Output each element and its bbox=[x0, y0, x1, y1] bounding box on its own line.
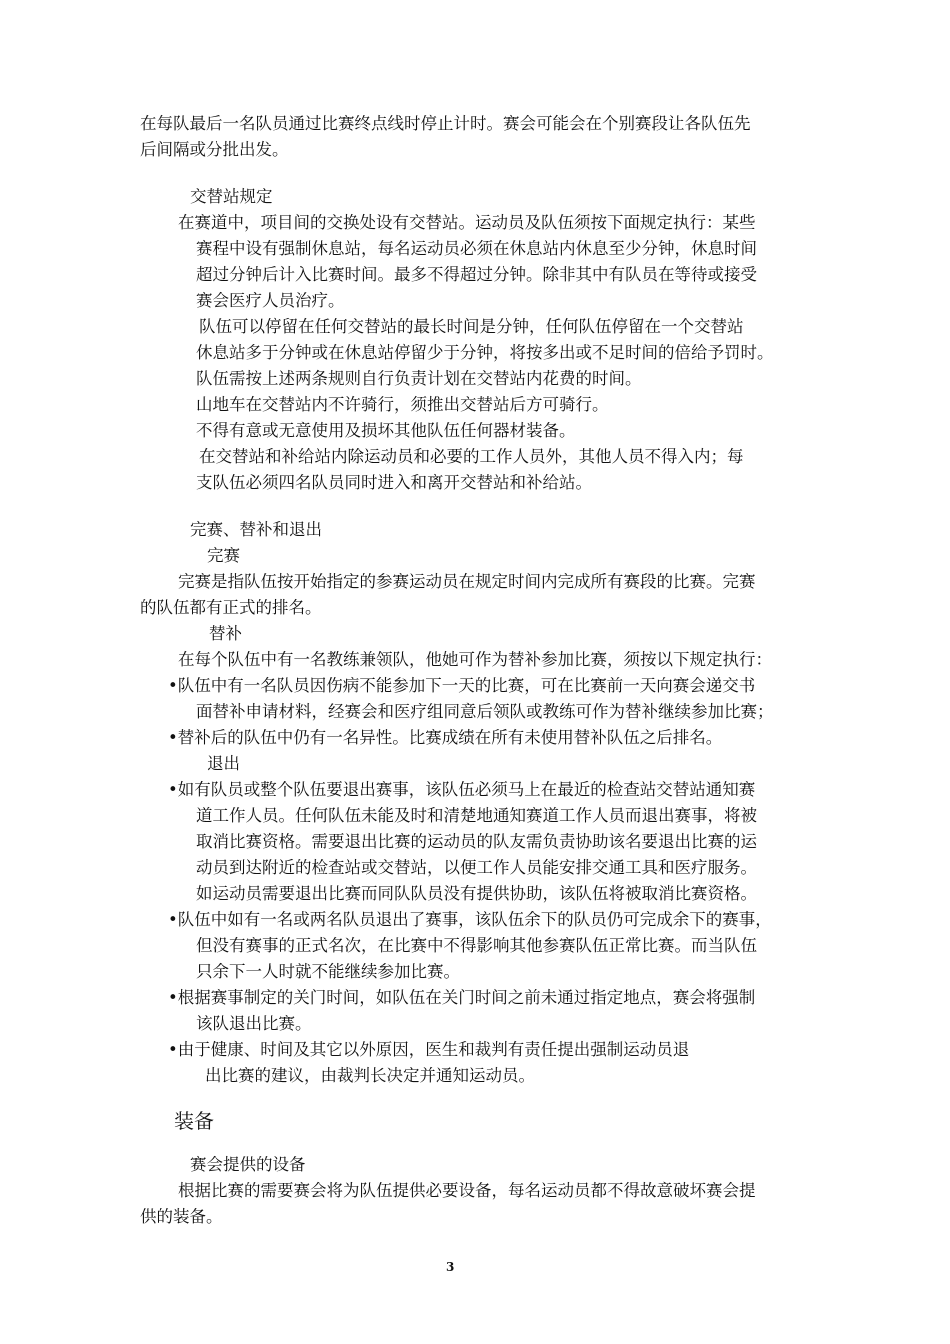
text-line-w1-5: 如运动员需要退出比赛而同队队员没有提供协助，该队伍将被取消比赛资格。 bbox=[196, 884, 757, 903]
text-line-h-finish-sub: 完赛 bbox=[207, 546, 240, 565]
text-line-w1-1: •如有队员或整个队伍要退出赛事，该队伍必须马上在最近的检查站交替站通知赛 bbox=[168, 780, 756, 799]
text-line-t6-2: 支队伍必须四名队员同时进入和离开交替站和补给站。 bbox=[196, 473, 592, 492]
text-line-h-equip: 装备 bbox=[174, 1109, 214, 1133]
text-line-h-equip-sub: 赛会提供的设备 bbox=[190, 1155, 306, 1174]
text-line-w1-3: 取消比赛资格。需要退出比赛的运动员的队友需负责协助该名要退出比赛的运 bbox=[196, 832, 757, 851]
text-line-f1-2: 的队伍都有正式的排名。 bbox=[140, 598, 322, 617]
text-line-t5: 不得有意或无意使用及损坏其他队伍任何器材装备。 bbox=[196, 421, 576, 440]
text-line-t1-4: 赛会医疗人员治疗。 bbox=[196, 291, 345, 310]
text-line-w3-1: •根据赛事制定的关门时间，如队伍在关门时间之前未通过指定地点，赛会将强制 bbox=[168, 988, 756, 1007]
text-line-t1-2: 赛程中设有强制休息站，每名运动员必须在休息站内休息至少分钟，休息时间 bbox=[196, 239, 757, 258]
text-line-t1-1: 在赛道中，项目间的交换处设有交替站。运动员及队伍须按下面规定执行：某些 bbox=[178, 213, 756, 232]
text-line-h-transition: 交替站规定 bbox=[190, 187, 273, 206]
text-line-h-sub: 替补 bbox=[209, 624, 242, 643]
page-number: 3 bbox=[446, 1260, 455, 1274]
text-line-t3: 队伍需按上述两条规则自行负责计划在交替站内花费的时间。 bbox=[196, 369, 642, 388]
text-line-s3: •替补后的队伍中仍有一名异性。比赛成绩在所有未使用替补队伍之后排名。 bbox=[168, 728, 723, 747]
text-line-h-withdraw: 退出 bbox=[207, 754, 240, 773]
text-line-w1-4: 动员到达附近的检查站或交替站，以便工作人员能安排交通工具和医疗服务。 bbox=[196, 858, 757, 877]
text-line-f1-1: 完赛是指队伍按开始指定的参赛运动员在规定时间内完成所有赛段的比赛。完赛 bbox=[178, 572, 756, 591]
text-line-h-finish: 完赛、替补和退出 bbox=[190, 520, 322, 539]
text-line-t2-2: 休息站多于分钟或在休息站停留少于分钟，将按多出或不足时间的倍给予罚时。 bbox=[196, 343, 774, 362]
text-line-t6-1: 在交替站和补给站内除运动员和必要的工作人员外，其他人员不得入内；每 bbox=[199, 447, 744, 466]
text-line-s2-1: •队伍中有一名队员因伤病不能参加下一天的比赛，可在比赛前一天向赛会递交书 bbox=[168, 676, 756, 695]
text-line-w3-2: 该队退出比赛。 bbox=[196, 1014, 312, 1033]
text-line-t2-1: 队伍可以停留在任何交替站的最长时间是分钟，任何队伍停留在一个交替站 bbox=[199, 317, 744, 336]
text-line-e1-1: 根据比赛的需要赛会将为队伍提供必要设备，每名运动员都不得故意破坏赛会提 bbox=[178, 1181, 756, 1200]
text-line-w2-2: 但没有赛事的正式名次，在比赛中不得影响其他参赛队伍正常比赛。而当队伍 bbox=[196, 936, 757, 955]
text-line-s2-2: 面替补申请材料，经赛会和医疗组同意后领队或教练可作为替补继续参加比赛； bbox=[196, 702, 774, 721]
text-line-intro-2: 后间隔或分批出发。 bbox=[140, 140, 289, 159]
text-line-intro-1: 在每队最后一名队员通过比赛终点线时停止计时。赛会可能会在个别赛段让各队伍先 bbox=[140, 114, 751, 133]
text-line-t1-3: 超过分钟后计入比赛时间。最多不得超过分钟。除非其中有队员在等待或接受 bbox=[196, 265, 757, 284]
text-line-t4: 山地车在交替站内不许骑行，须推出交替站后方可骑行。 bbox=[196, 395, 609, 414]
text-line-w4-1: •由于健康、时间及其它以外原因，医生和裁判有责任提出强制运动员退 bbox=[168, 1040, 690, 1059]
text-line-w2-3: 只余下一人时就不能继续参加比赛。 bbox=[196, 962, 460, 981]
text-line-w1-2: 道工作人员。任何队伍未能及时和清楚地通知赛道工作人员而退出赛事，将被 bbox=[196, 806, 757, 825]
text-line-w4-2: 出比赛的建议，由裁判长决定并通知运动员。 bbox=[205, 1066, 535, 1085]
text-line-e1-2: 供的装备。 bbox=[140, 1207, 223, 1226]
text-line-w2-1: •队伍中如有一名或两名队员退出了赛事，该队伍余下的队员仍可完成余下的赛事， bbox=[168, 910, 772, 929]
text-line-s1: 在每个队伍中有一名教练兼领队，他她可作为替补参加比赛，须按以下规定执行： bbox=[178, 650, 772, 669]
